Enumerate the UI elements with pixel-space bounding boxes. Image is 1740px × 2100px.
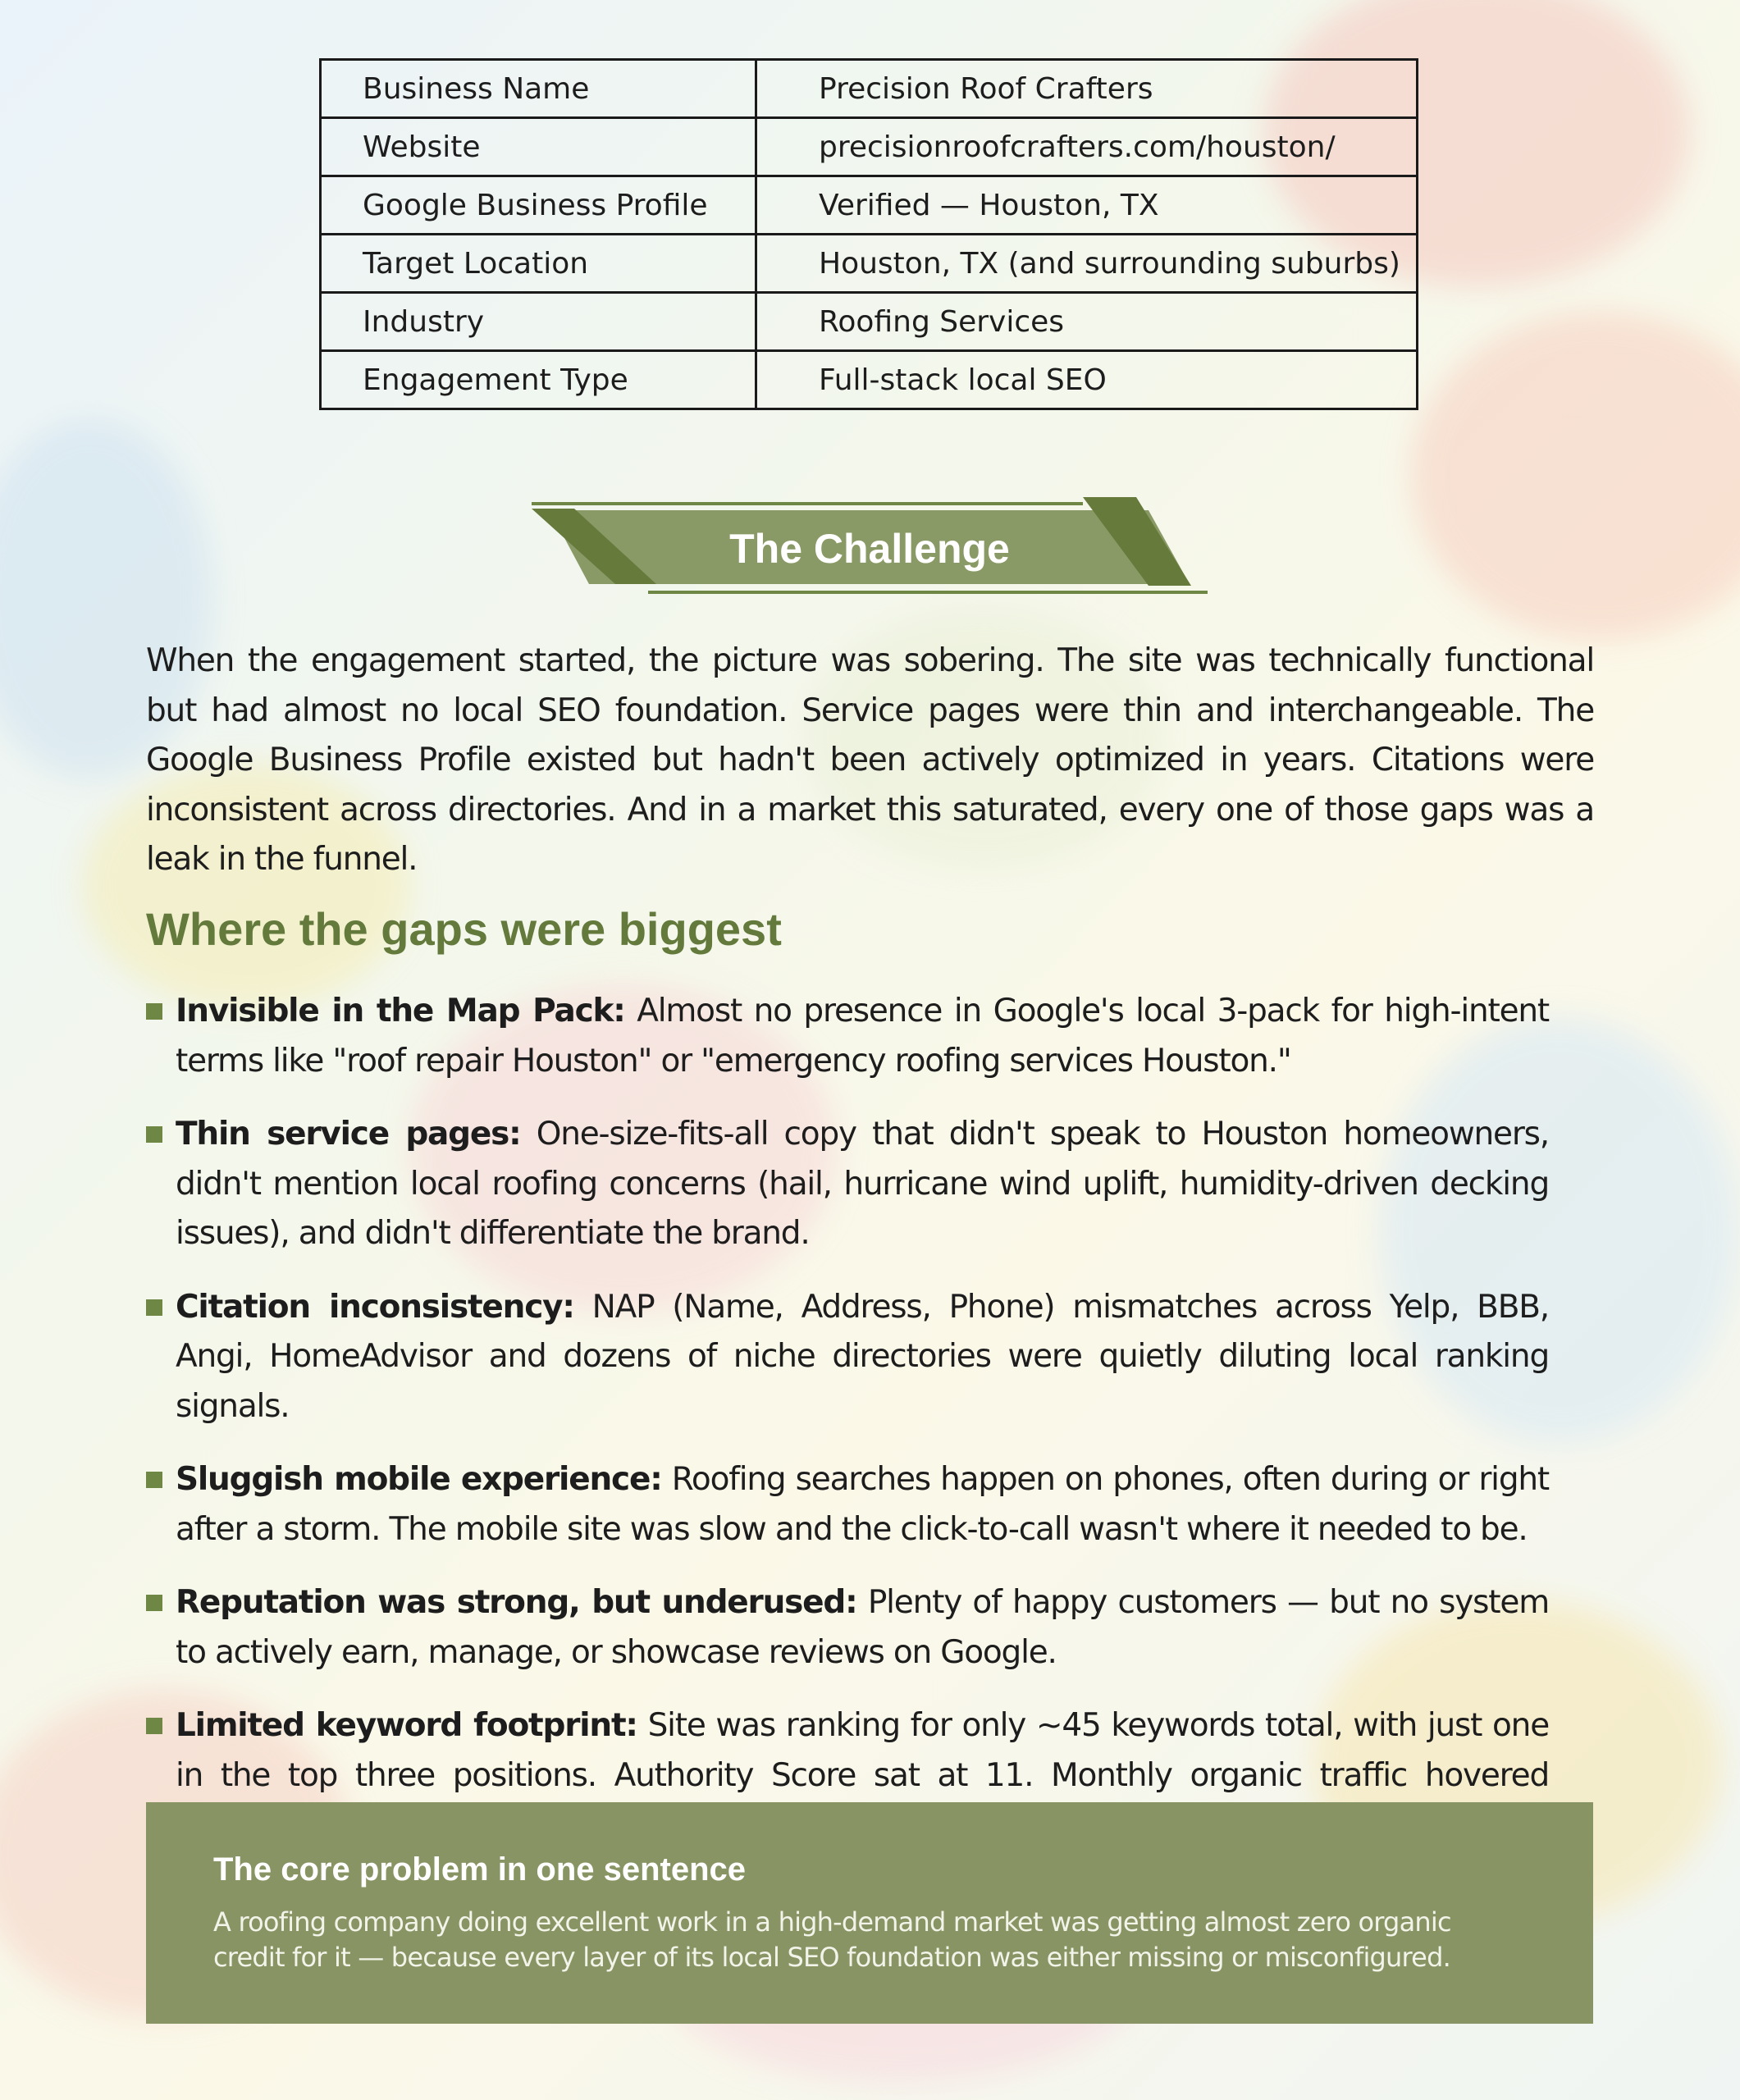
list-item-text: Plenty of happy customers — but no system to actively earn, manage, or showcase reviews on Google.: [176, 1584, 1549, 1671]
square-bullet-icon: [146, 1003, 162, 1020]
gaps-list: [146, 987, 1549, 1874]
table-cell-value: Roofing Services: [756, 293, 1418, 351]
challenge-paragraph: When the engagement started, the picture was sobering. The site was technically functional but had almost no local SEO foundation. Service pages were thin and interchangeable. The Google Business Profile existed but hadn't been actively optimized in years. Citations were inconsistent across directories. And in a market this saturated, every one of those gaps was a leak in the funnel.: [146, 642, 1594, 878]
square-bullet-icon: [146, 1472, 162, 1488]
table-cell-label: Website: [321, 118, 756, 176]
section-heading: Where the gaps were biggest: [146, 903, 782, 955]
square-bullet-icon: [146, 1718, 162, 1734]
table-cell-label: Target Location: [321, 235, 756, 293]
business-info-table: [319, 58, 1418, 410]
table-cell-label: Industry: [321, 293, 756, 351]
table-cell-label: Engagement Type: [321, 351, 756, 409]
callout-title: The core problem in one sentence: [213, 1851, 747, 1888]
table-row: [321, 176, 1418, 235]
list-item-text: NAP (Name, Address, Phone) mismatches across Yelp, BBB, Angi, HomeAdvisor and dozens of niche directories were quietly diluting local ranking signals.: [176, 1288, 1549, 1425]
list-item-text: Almost no presence in Google's local 3-pack for high-intent terms like "roof repair Houston" or "emergency roofing services Houston.": [176, 993, 1549, 1080]
list-item-title: Thin service pages:: [176, 1116, 521, 1153]
table-row: [321, 235, 1418, 293]
square-bullet-icon: [146, 1595, 162, 1611]
list-item-title: Reputation was strong, but underused:: [176, 1584, 857, 1621]
list-item: [146, 1578, 1549, 1678]
list-item-text: One-size-fits-all copy that didn't speak to Houston homeowners, didn't mention local roofing concerns (hail, hurricane wind uplift, humidity-driven decking issues), and didn't differentiate the brand.: [176, 1116, 1549, 1252]
table-cell-label: Google Business Profile: [321, 176, 756, 235]
list-item-text: Site was ranking for only ~45 keywords total, with just one in the top three positions. Authority Score sat at 11. Monthly organic traffic hovered: [176, 1707, 1549, 1794]
table-cell-value: Houston, TX (and surrounding suburbs): [756, 235, 1418, 293]
list-item: [146, 987, 1549, 1086]
list-item-title: Sluggish mobile experience:: [176, 1461, 662, 1498]
list-item-title: Invisible in the Map Pack:: [176, 993, 625, 1029]
list-item-title: Limited keyword footprint:: [176, 1707, 637, 1744]
table-cell-value: precisionroofcrafters.com/houston/: [756, 118, 1418, 176]
table-row: [321, 351, 1418, 409]
table-cell-value: Full-stack local SEO: [756, 351, 1418, 409]
list-item: [146, 1110, 1549, 1259]
core-problem-callout: [146, 1802, 1593, 2024]
challenge-banner: [525, 492, 1214, 599]
callout-body: A roofing company doing excellent work in a high-demand market was getting almost zero organic credit for it — because every layer of its local SEO foundation was either missing or misconfigured.: [213, 1906, 1451, 1973]
list-item: [146, 1455, 1549, 1554]
list-item-title: Citation inconsistency:: [176, 1288, 574, 1326]
square-bullet-icon: [146, 1126, 162, 1143]
table-row: [321, 60, 1418, 118]
table-cell-value: Verified — Houston, TX: [756, 176, 1418, 235]
list-item: [146, 1283, 1549, 1432]
square-bullet-icon: [146, 1299, 162, 1316]
table-row: [321, 118, 1418, 176]
list-item-text: Roofing searches happen on phones, often during or right after a storm. The mobile site was slow and the click-to-call wasn't where it needed to be.: [176, 1461, 1549, 1548]
table-row: [321, 293, 1418, 351]
table-cell-value: Precision Roof Crafters: [756, 60, 1418, 118]
table-cell-label: Business Name: [321, 60, 756, 118]
banner-title: The Challenge: [729, 526, 1010, 572]
